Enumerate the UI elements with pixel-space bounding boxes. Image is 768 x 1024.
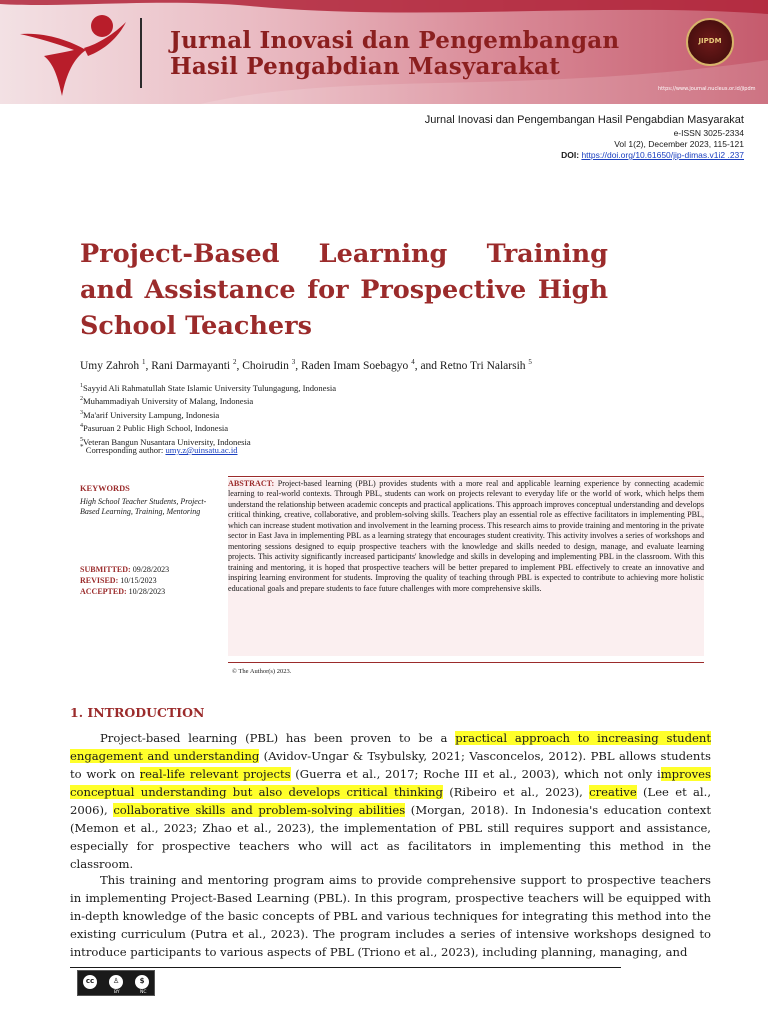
by-person-icon: ♙ [108,974,124,990]
doi-label: DOI: [561,150,580,160]
journal-volume: Vol 1(2), December 2023, 115-121 [614,139,744,149]
paragraph-text: Project-based learning (PBL) has been proven to be a [100,731,456,745]
affiliation-mark: 1 [80,383,83,389]
author-affiliation-mark: 1 [141,358,146,366]
date-label: REVISED: [80,576,119,585]
affiliation-item [80,421,336,434]
abstract-box [228,478,704,656]
author-name: Rani Darmayanti [151,359,233,372]
cc-by-nc-license-badge[interactable] [77,970,155,996]
date-label: SUBMITTED: [80,565,131,574]
author-separator: , [236,359,243,372]
date-row [80,575,169,586]
corresponding-label: Corresponding author: [85,444,164,455]
seal-text: JIPDM [698,37,722,45]
affiliation-item [80,394,336,407]
doi-link[interactable]: https://doi.org/10.61650/jip-dimas.v1i2 .237 [581,150,744,160]
date-label: ACCEPTED: [80,587,127,596]
footer-rule [70,967,621,968]
corresponding-mark: * [80,443,84,451]
article-title: Project-Based Learning Training and Assistance for Prospective High School Teachers [80,239,608,341]
highlighted-text: collaborative skills and problem-solving abilities [113,803,406,817]
abstract-heading: ABSTRACT: [228,479,275,488]
author-affiliation-mark: 5 [528,358,532,366]
affiliation-item [80,381,336,394]
affiliation-text: Muhammadiyah University of Malang, Indonesia [83,396,254,407]
paragraph-text: (Lee et al., 2006), [70,785,712,817]
affiliation-mark: 5 [80,436,83,443]
affiliation-mark: 2 [80,396,83,403]
abstract-rule-top [228,476,704,477]
banner-url[interactable]: https://www.journal.nucleus.or.id/jipdm [658,86,756,92]
paragraph-text: (Guerra et al., 2017; Roche III et al., 2003), which not only i [290,767,661,781]
journal-banner-title [170,28,619,80]
intro-paragraph-1 [70,729,711,873]
author-separator: , and [414,359,440,372]
author-affiliation-mark: 3 [291,358,296,366]
date-value: 10/15/2023 [118,576,157,585]
abstract-text: Project-based learning (PBL) provides students with a more real and applicable learning experience by connecting academic learning to real-world contexts. Through PBL, students can work on projects relevant to everyday life or the world of work, which helps them understand the relationship between academic concepts and practical applications. This approach improves conceptual understanding and develops critical thinking, creative, collaborative, and problem-solving skills. Teachers play an essential role as effective facilitators in implementing PBL, which can increase student motivation and involvement in the learning process. This research aims to provide training and mentoring in the private sector in East Java in implementing PBL as a learning strategy that encourages student creativity. This activity involves a series of workshops and mentoring sessions designed to equip prospective teachers with the knowledge and skills needed to design, manage, and evaluate learning projects. This activity significantly increased participants' knowledge and skills in developing and implementing PBL in the classroom. With this training and mentoring, it is hoped that prospective teachers will be better prepared to implement PBL effectively to create an innovative and inspiring learning environment for students. Improving the quality of teaching through PBL is expected to contribute to achieving more holistic educational goals and prepare students to face future challenges with more comprehensive skills. [228,479,704,593]
keywords-heading: KEYWORDS [80,484,130,493]
highlighted-text: creative [589,785,637,799]
highlighted-text: real-life relevant projects [139,767,291,781]
affiliation-item [80,408,336,421]
affiliation-mark: 3 [80,409,83,416]
corresponding-email-link[interactable]: umy.z@uinsatu.ac.id [165,444,238,455]
journal-seal-icon [686,18,734,66]
keywords-text: High School Teacher Students, Project-Based Learning, Training, Mentoring [80,496,207,516]
banner-title-line-1: Jurnal Inovasi dan Pengembangan [170,27,620,54]
journal-meta [425,112,744,161]
paragraph-text: (Morgan, 2018). In Indonesia's education context (Memon et al., 2023; Zhao et al., 2023), the implementation of PBL still requires support and assistance, especially for prospective teachers who will act as facilitators in implementing this method in the classroom. [70,803,712,871]
date-value: 10/28/2023 [126,587,166,596]
article-dates [80,564,169,597]
author-list [80,358,532,372]
cc-by-label: BY [114,990,120,995]
journal-issn: e-ISSN 3025-2334 [673,128,744,138]
paragraph-text: (Avidov-Ungar & Tsybulsky, 2021; Vasconcelos, 2012). PBL allows students to work on [70,749,711,781]
section-heading-introduction: 1. INTRODUCTION [70,705,205,720]
cc-icon: cc [82,974,98,990]
affiliation-mark: 4 [80,423,83,430]
cc-nc-label: NC [140,990,147,995]
journal-name: Jurnal Inovasi dan Pengembangan Hasil Pengabdian Masyarakat [424,114,744,126]
affiliation-text: Veteran Bangun Nusantara University, Indonesia [83,436,251,447]
paragraph-text: (Ribeiro et al., 2023), [442,785,590,799]
author-name: Raden Imam Soebagyo [301,359,412,372]
abstract-rule-bottom [228,662,704,663]
highlighted-text: practical approach to increasing student engagement and understanding [70,731,711,763]
date-row [80,586,169,597]
author-separator: , [145,359,152,372]
affiliation-text: Pasuruan 2 Public High School, Indonesia [83,423,229,434]
journal-logo-icon [14,4,134,100]
affiliation-text: Sayyid Ali Rahmatullah State Islamic University Tulungagung, Indonesia [83,382,337,393]
banner-divider [140,18,142,88]
intro-paragraph-2: This training and mentoring program aims to provide comprehensive support to prospective teachers in implementing Project-Based Learning (PBL). In this program, prospective teachers will be equipped with in-depth knowledge of the basic concepts of PBL and various techniques for integrating this method into the existing curriculum (Putra et al., 2023). The program includes a series of intensive workshops designed to introduce participants to various aspects of PBL (Triono et al., 2023), including planning, managing, and [70,873,711,959]
author-separator: , [295,359,301,372]
date-row [80,564,169,575]
author-affiliation-mark: 4 [411,358,415,366]
corresponding-author [80,443,238,455]
date-value: 09/28/2023 [130,565,170,574]
highlighted-text: mproves conceptual understanding but also develops critical thinking [70,767,711,799]
copyright-notice: © The Author(s) 2023. [232,668,292,675]
author-name: Choirudin [242,359,292,372]
affiliation-list [80,381,336,448]
banner-title-line-2: Hasil Pengabdian Masyarakat [170,53,561,80]
nc-dollar-icon: $ [134,974,150,990]
affiliation-text: Ma'arif University Lampung, Indonesia [83,409,220,420]
author-affiliation-mark: 2 [232,358,237,366]
journal-doi-row [425,150,744,161]
author-name: Retno Tri Nalarsih [439,359,529,372]
author-name: Umy Zahroh [80,359,142,372]
journal-banner [0,0,768,104]
keywords-block [80,484,220,518]
